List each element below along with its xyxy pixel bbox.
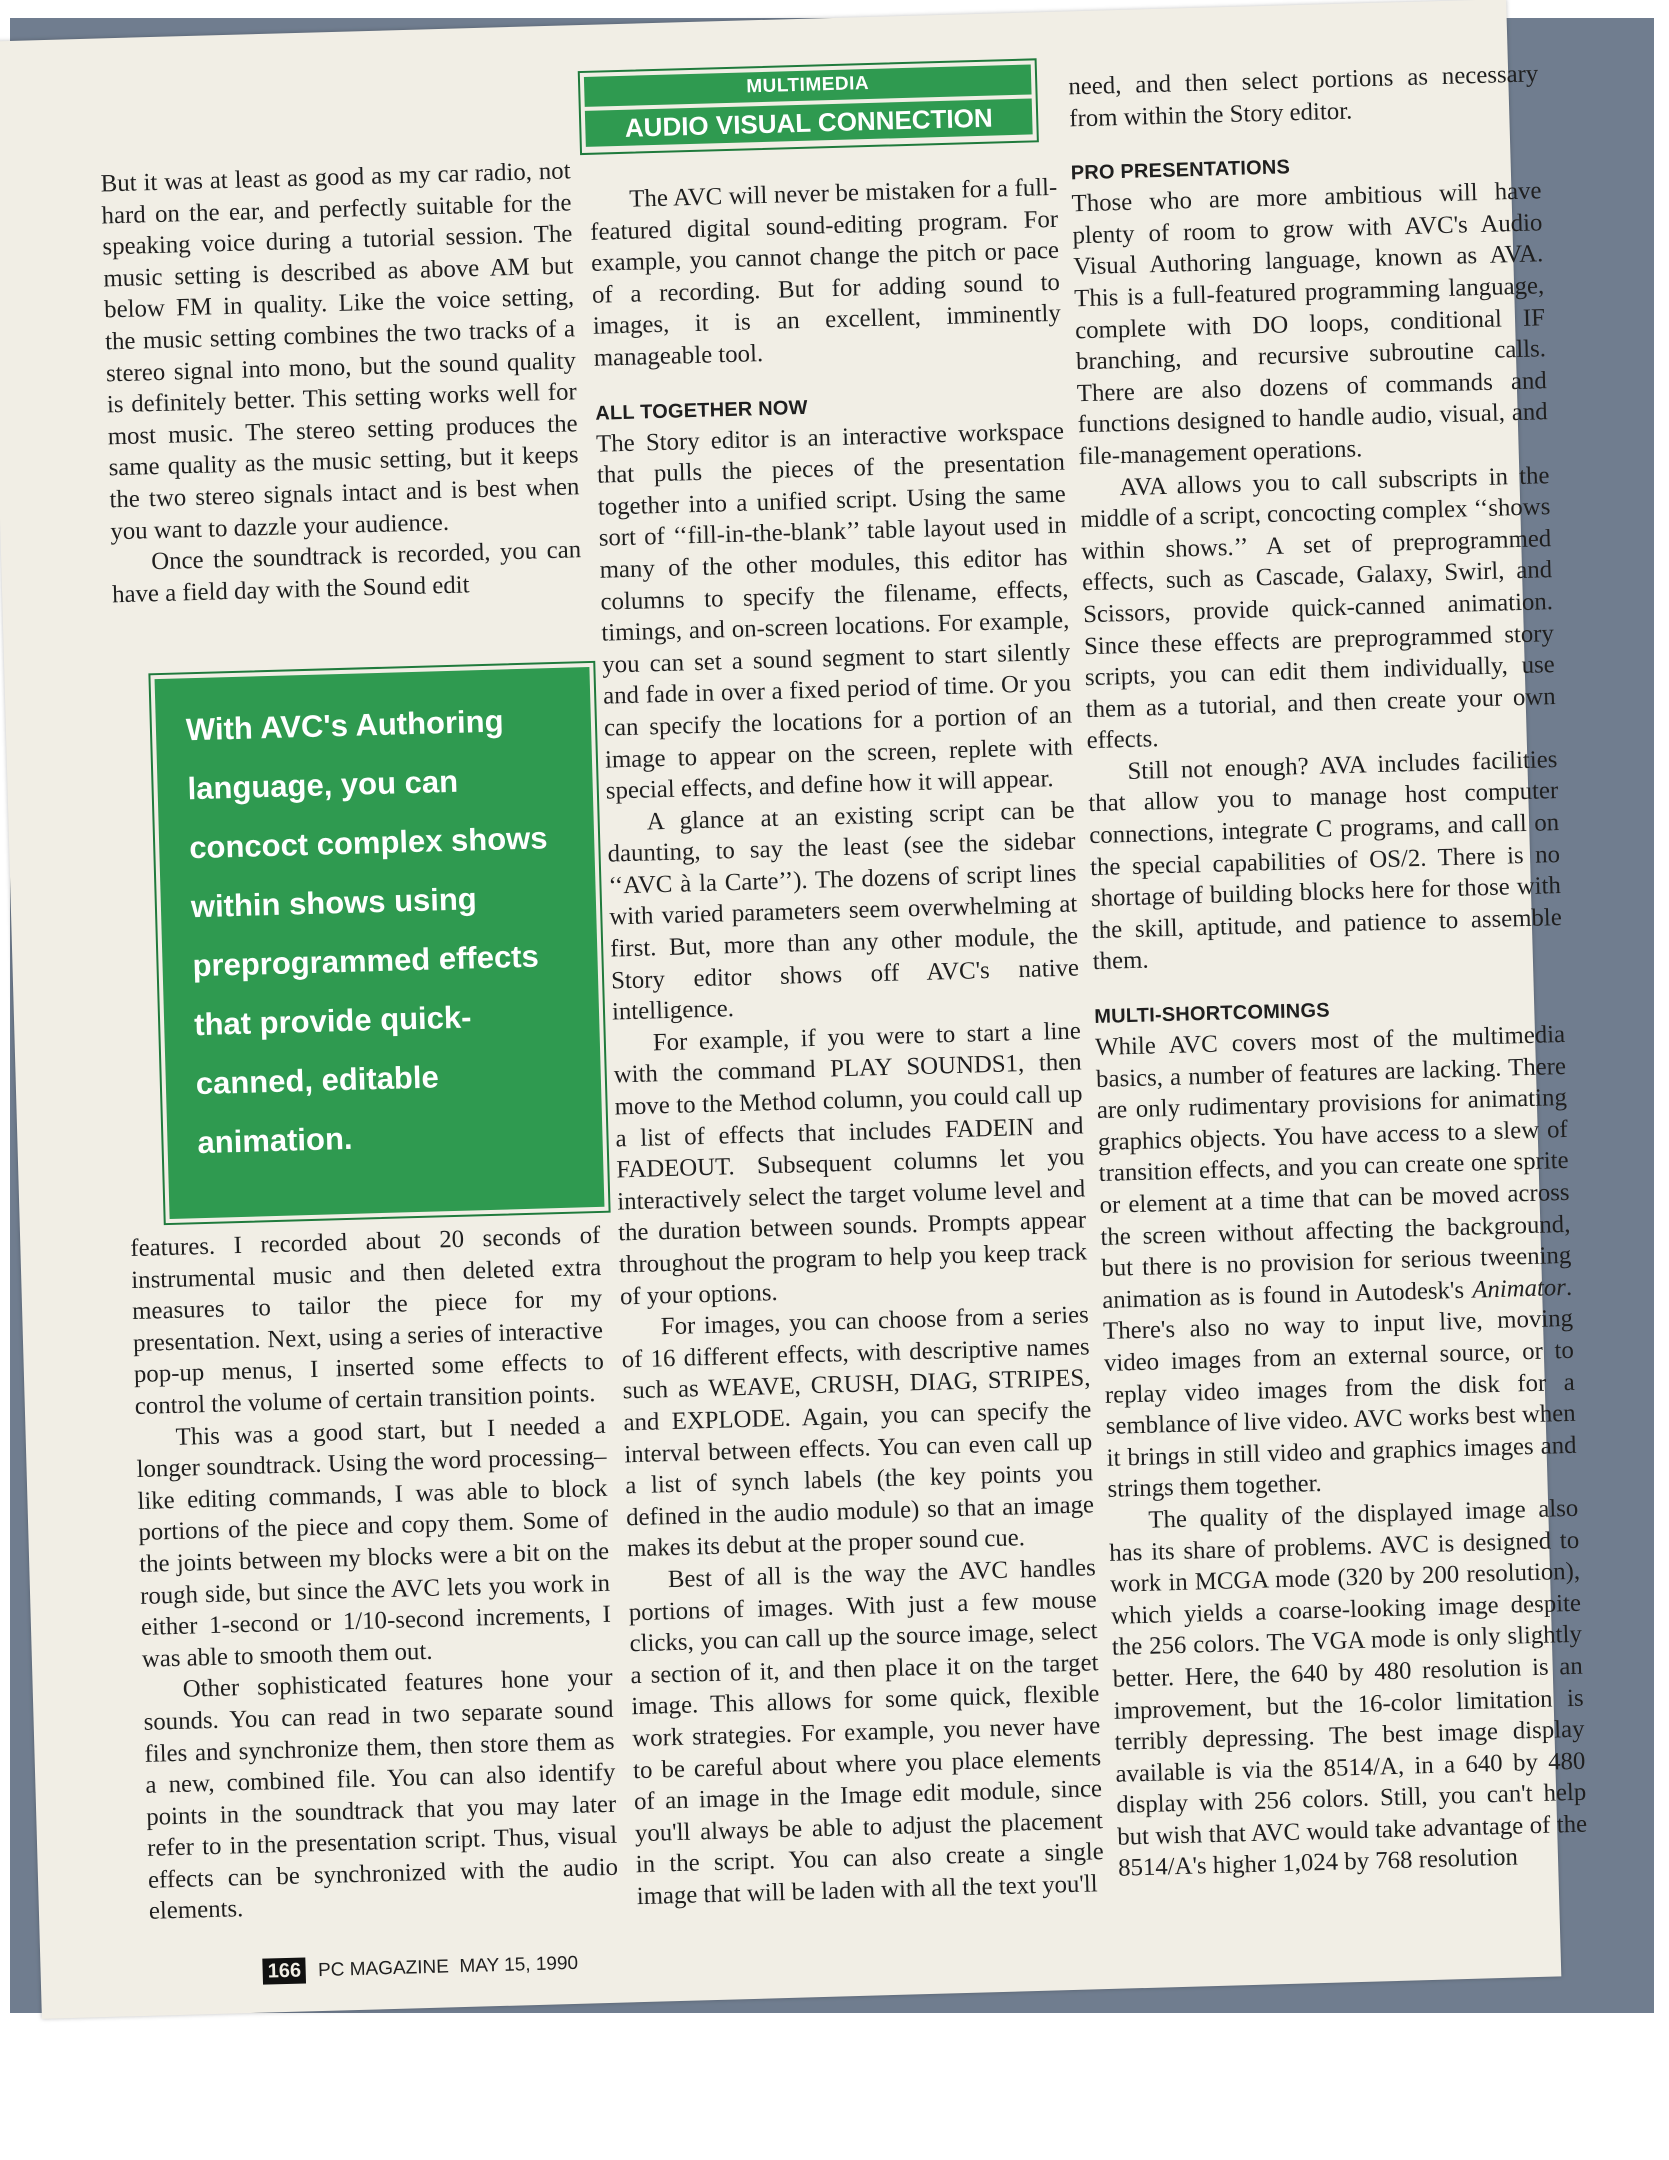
paragraph	[1095, 1019, 1578, 1506]
pull-quote: With AVC's Authoring language, you can concoct complex shows within shows using preprogrammed effects that provide quick-canned, editable animation.	[155, 667, 605, 1219]
pull-quote-box	[148, 661, 610, 1225]
paragraph: Still not enough? AVA includes facilities that allow you to manage host computer connections, integrate C programs, and call on the special capabilities of OS/2. There is no shortage of building blocks here for those with the skill, aptitude, and patience to assemble them.	[1088, 745, 1563, 976]
section-header	[578, 58, 1039, 155]
section-label: MULTIMEDIA	[584, 64, 1032, 106]
article-title: AUDIO VISUAL CONNECTION	[585, 98, 1033, 146]
paragraph: For images, you can choose from a series of 16 different effects, with descriptive names such as WEAVE, CRUSH, DIAG, STRIPES, and EXPLODE. Again, you can specify the interval between effects. You can even call up a list of synch labels (the key points you defined in the audio module) so that an image makes its debut at the proper sound cue.	[621, 1301, 1095, 1563]
paragraph: Those who are more ambitious will have plenty of room to grow with AVC's Audio Visual Authoring language, known as AVA. This is a full-featured programming language, complete with DO loops, conditional IF branching, and recursive subroutine calls. There are also dozens of commands and functions designed to handle audio, visual, and file-management operations.	[1071, 177, 1549, 471]
paragraph: AVA allows you to call subscripts in the middle of a script, concocting complex ‘‘shows within shows.’’ A set of preprogrammed effects, such as Cascade, Galaxy, Swirl, and Scissors, provide quick-canned animation. Since these effects are preprogrammed story scripts, you can edit them individually, use them as a tutorial, and then create your own effects.	[1080, 461, 1556, 755]
paragraph: Once the soundtrack is recorded, you can have a field day with the Sound edit	[111, 536, 582, 609]
paragraph: A glance at an existing script can be daunting, to say the least (see the sidebar ‘‘AVC à la Carte’’). The dozens of script lines with varied parameters seem overwhelming at first. But, more than any other module, the Story editor shows off AVC's native intelligence.	[607, 796, 1080, 1026]
subheading-multi-shortcomings: MULTI-SHORTCOMINGS	[1094, 999, 1331, 1029]
paragraph: need, and then select portions as necessary from within the Story editor.	[1067, 60, 1539, 132]
paragraph: But it was at least as good as my car radio, not hard on the ear, and perfectly suitable for the speaking voice during a tutorial session. The music setting is described as above AM but below FM in quality. Like the voice setting, the music setting combines the two tracks of a stereo signal into mono, but the sound quality is definitely better. This setting works well for most music. The stereo setting produces the same quality as the music setting, but it keeps the two stereo signals intact and is best when you want to dazzle your audience.	[100, 157, 580, 545]
paragraph: The quality of the displayed image also has its share of problems. AVC is designed to work in MCGA mode (320 by 200 resolution), which yields a coarse-looking image despite the 256 colors. The VGA mode is only slightly better. Here, the 640 by 480 resolution is an improvement, but the 16-color limitation is terribly depressing. The best image display available is via the 8514/A, in a 640 by 480 display with 256 colors. Still, you can't help but wish that AVC would take advantage of the 8514/A's higher 1,024 by 768 resolution	[1108, 1494, 1588, 1883]
column-1-top	[100, 155, 582, 610]
page-number: 166	[262, 1957, 306, 1984]
paragraph: For example, if you were to start a line with the command PLAY SOUNDS1, then move to the Method column, you could call up a list of effects that includes FADEIN and FADEOUT. Subsequent columns let you interactively select the target volume level and the duration between sounds. Prompts appear throughout the program to help you keep track of your options.	[613, 1017, 1088, 1311]
column-3	[1068, 58, 1588, 1884]
paragraph: The AVC will never be mistaken for a full-featured digital sound-editing program. For example, you cannot change the pitch or pace of a recording. But for adding sound to images, it is an excellent, imminently manageable tool.	[589, 173, 1062, 372]
column-2	[589, 172, 1105, 1913]
text-run: . There's also no way to input live, moving video images from an external source, or to replay video images from the disk for a semblance of live video. AVC works best when it brings in still video and graphics images and strings them together.	[1102, 1273, 1577, 1504]
subheading-pro-presentations: PRO PRESENTATIONS	[1070, 156, 1291, 185]
paragraph: Best of all is the way the AVC handles portions of images. With just a few mouse clicks, you can call up the source image, select a section of it, and then place it on the target image. This allows for some quick, flexible work strategies. For example, you never have to be careful about where you place elements of an image in the Image edit module, since you'll always be able to adjust the placement in the script. You can also create a single image that will be laden with all the text you'll	[628, 1554, 1105, 1911]
italic-product-name: Animator	[1471, 1273, 1567, 1304]
publication-name: PC MAGAZINE	[317, 1956, 450, 1982]
issue-date: MAY 15, 1990	[459, 1952, 579, 1978]
column-1-bottom	[130, 1220, 619, 1928]
paragraph: features. I recorded about 20 seconds of instrumental music and then deleted extra measures to tailor the piece for my presentation. Next, using a series of interactive pop-up menus, I inserted some effects to control the volume of certain transition points.	[130, 1221, 605, 1420]
text-run: While AVC covers most of the multimedia basics, a number of features are lacking. There are only rudimentary provisions for animating graphics objects. You have access to a slew of transition effects, and you can create one sprite or element at a time that can be moved across the screen without affecting the background, but there is no provision for serious tweening animation as is found in Autodesk's	[1094, 1020, 1572, 1314]
paragraph: This was a good start, but I needed a longer soundtrack. Using the word processing–like editing commands, I was able to block portions of the piece and copy them. Some of the joints between my blocks were a bit on the rough side, but since the AVC lets you work in either 1-second or 1/10-second increments, I was able to smooth them out.	[136, 1411, 612, 1673]
paragraph: Other sophisticated features hone your sounds. You can read in two separate sound files and synchronize them, then store them as a new, combined file. You can also identify points in the soundtrack that you may later refer to in the presentation script. Thus, visual effects can be synchronized with the audio elements.	[143, 1664, 619, 1926]
subheading-all-together-now: ALL TOGETHER NOW	[594, 396, 808, 425]
paragraph: The Story editor is an interactive workspace that pulls the pieces of the presentation together into a unified script. Using the same sort of ‘‘fill-in-the-blank’’ table layout used in many of the other modules, this editor has columns to specify the filename, effects, timings, and on-screen locations. For example, you can set a sound segment to start silently and fade in over a fixed period of time. Or you can specify the locations for a portion of an image to appear on the screen, replete with special effects, and define how it will appear.	[595, 417, 1074, 805]
page-footer	[262, 1950, 578, 1986]
